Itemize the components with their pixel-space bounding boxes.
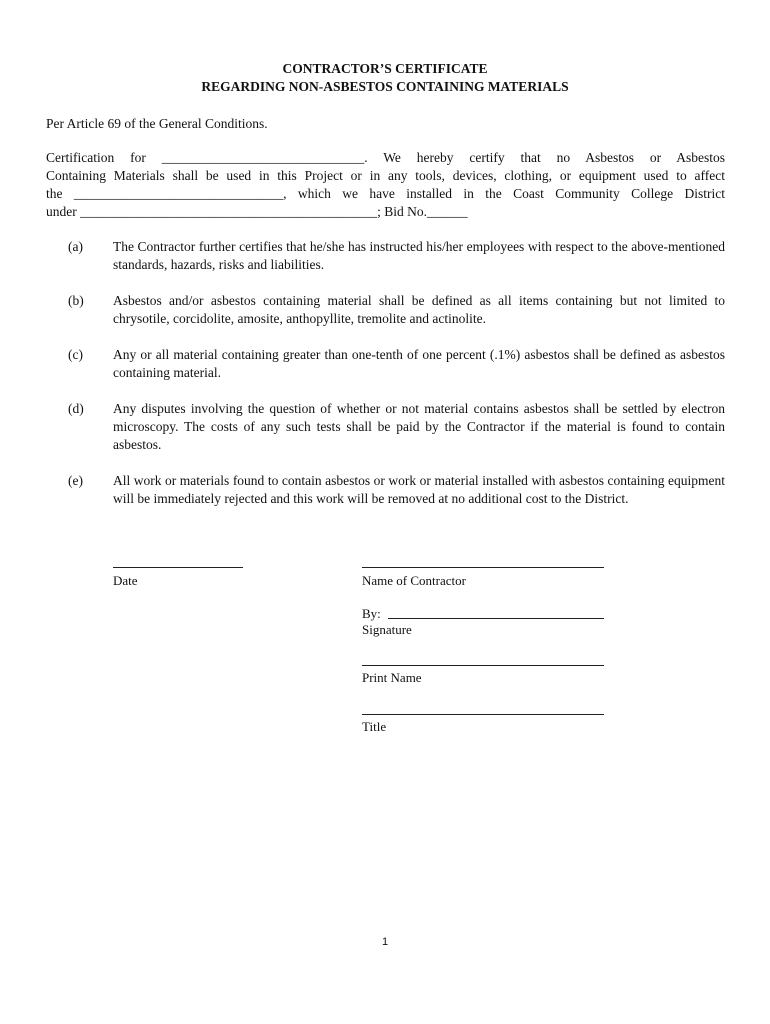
item-label-c: (c) [68,347,83,362]
item-label-a: (a) [68,239,83,254]
item-text-e: All work or materials found to contain asbestos or work or material installed with asbestos containing equipment will be immediately rejected and this work will be removed at no additional cost to the District. [113,473,725,506]
certification-line-2: Containing Materials shall be used in this Project or in any tools, devices, clothing, or equipment used to affect [46,168,725,183]
item-label-b: (b) [68,293,84,308]
contractor-name-line[interactable] [362,567,604,568]
by-label: By: [362,606,381,621]
certification-line-4: under ____________________________________________; Bid No.______ [46,204,468,219]
date-line[interactable] [113,567,243,568]
contractor-name-label: Name of Contractor [362,573,466,588]
item-text-c: Any or all material containing greater than one-tenth of one percent (.1%) asbestos shall be defined as asbestos containing material. [113,347,725,380]
certification-line-3: the _______________________________, which we have installed in the Coast Community College District [46,186,725,201]
certification-line-1: Certification for ______________________________. We hereby certify that no Asbestos or Asbestos [46,150,725,165]
document-subtitle: REGARDING NON-ASBESTOS CONTAINING MATERIALS [201,79,569,94]
title-label: Title [362,719,387,734]
print-name-label: Print Name [362,670,422,685]
item-text-a: The Contractor further certifies that he/she has instructed his/her employees with respect to the above-mentioned standards, hazards, risks and liabilities. [113,239,725,272]
title-line[interactable] [362,714,604,715]
signature-label: Signature [362,622,412,637]
page-number: 1 [381,936,389,948]
print-name-line[interactable] [362,665,604,666]
item-label-e: (e) [68,473,83,488]
item-text-d: Any disputes involving the question of whether or not material contains asbestos shall be settled by electron microscopy. The costs of any such tests shall be paid by the Contractor if the material is found to contain asbestos. [113,401,725,452]
signature-line[interactable] [388,618,604,619]
document-title: CONTRACTOR’S CERTIFICATE [282,61,488,76]
intro-text: Per Article 69 of the General Conditions. [46,116,268,131]
date-label: Date [113,573,138,588]
item-label-d: (d) [68,401,84,416]
item-text-b: Asbestos and/or asbestos containing material shall be defined as all items containing but not limited to chrysotile, corcidolite, amosite, anthopyllite, tremolite and actinolite. [113,293,725,326]
